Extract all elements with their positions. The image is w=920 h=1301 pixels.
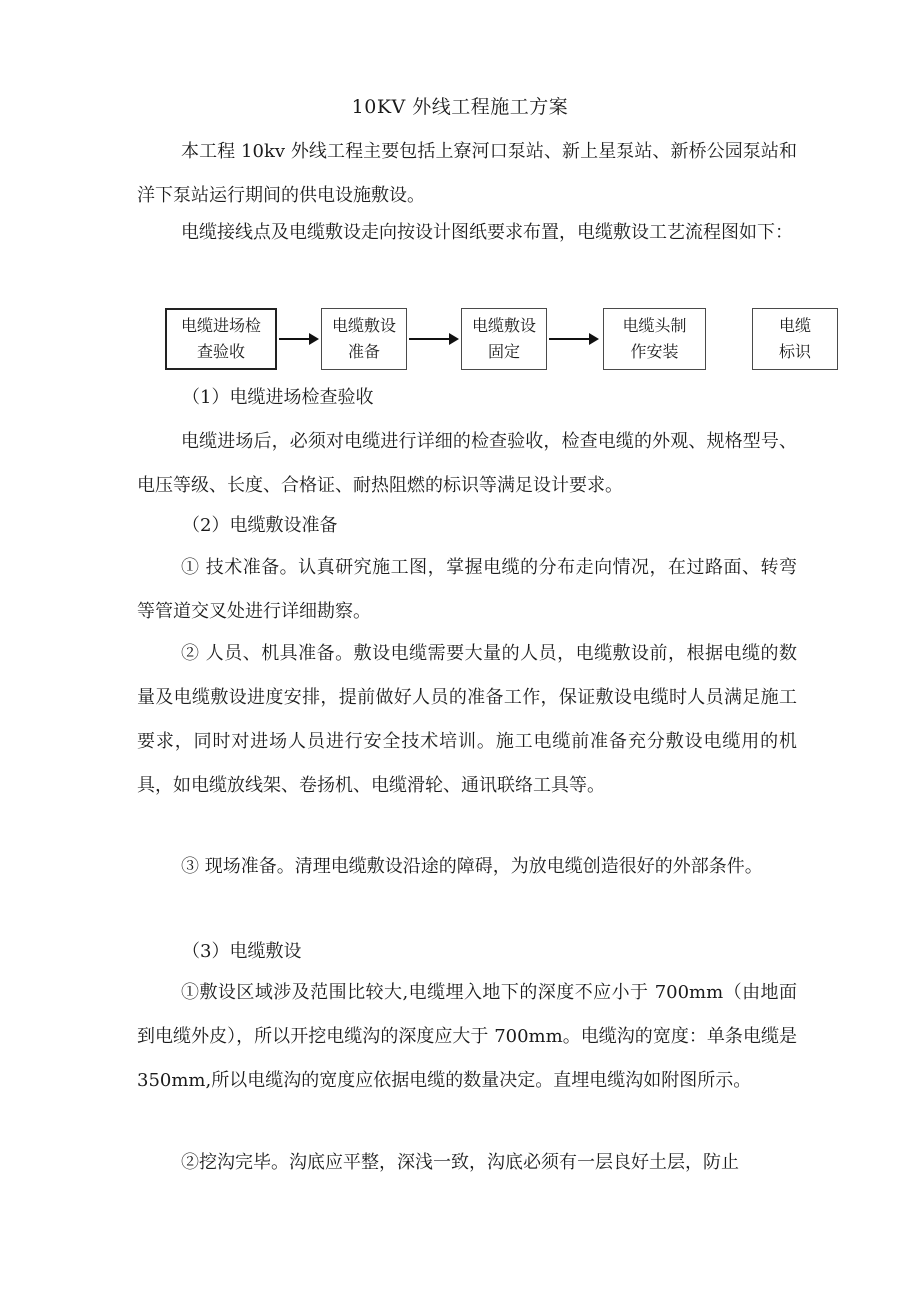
section1-paragraph: 电缆进场后，必须对电缆进行详细的检查验收，检查电缆的外观、规格型号、电压等级、长度、合格证、耐热阻燃的标识等满足设计要求。 (137, 431, 797, 496)
flow-step-line: 电缆头制 (622, 316, 687, 335)
flow-step-line: 准备 (347, 342, 380, 361)
flow-step-line: 电缆进场检 (180, 316, 261, 335)
section1-heading: （1）电缆进场检查验收 (182, 387, 374, 408)
flow-arrow (549, 338, 597, 340)
flow-step-inspection (165, 308, 277, 370)
section2-item3: ③ 现场准备。清理电缆敷设沿途的障碍，为放电缆创造很好的外部条件。 (181, 856, 763, 877)
flow-intro-paragraph: 电缆接线点及电缆敷设走向按设计图纸要求布置，电缆敷设工艺流程图如下： (181, 222, 793, 243)
flow-step-line: 电缆敷设 (331, 316, 396, 335)
section2-heading: （2）电缆敷设准备 (182, 515, 338, 536)
flow-arrow (409, 338, 457, 340)
section3-item1: ①敷设区域涉及范围比较大,电缆埋入地下的深度不应小于 700mm（由地面到电缆外皮），所以开挖电缆沟的深度应大于 700mm。电缆沟的宽度：单条电缆是 350mm,所以电缆沟的宽度应依据电缆的数量决定。直埋电缆沟如附图所示。 (137, 982, 797, 1091)
section3-heading: （3）电缆敷设 (182, 941, 302, 962)
flow-step-preparation (321, 308, 407, 370)
flow-step-line: 作安装 (630, 342, 679, 361)
flow-step-line: 标识 (778, 342, 811, 361)
flow-step-labeling (752, 308, 838, 370)
flow-step-line: 电缆敷设 (471, 316, 536, 335)
flow-step-fixing (461, 308, 547, 370)
section2-item1: ① 技术准备。认真研究施工图，掌握电缆的分布走向情况，在过路面、转弯等管道交叉处进行详细勘察。 (137, 557, 797, 622)
section3-item2: ②挖沟完毕。沟底应平整，深浅一致，沟底必须有一层良好土层，防止 (181, 1152, 739, 1173)
flow-step-line: 查验收 (196, 342, 245, 361)
page-title: 10KV 外线工程施工方案 (351, 96, 569, 118)
intro-paragraph: 本工程 10kv 外线工程主要包括上寮河口泵站、新上星泵站、新桥公园泵站和洋下泵站运行期间的供电设施敷设。 (137, 141, 797, 206)
section2-item2: ② 人员、机具准备。敷设电缆需要大量的人员，电缆敷设前，根据电缆的数量及电缆敷设进度安排，提前做好人员的准备工作，保证敷设电缆时人员满足施工要求，同时对进场人员进行安全技术培训。施工电缆前准备充分敷设电缆用的机具，如电缆放线架、卷扬机、电缆滑轮、通讯联络工具等。 (137, 643, 797, 796)
flow-step-termination (603, 308, 706, 370)
flow-step-line: 固定 (487, 342, 520, 361)
flow-arrow (279, 338, 317, 340)
flow-step-line: 电缆 (778, 316, 811, 335)
